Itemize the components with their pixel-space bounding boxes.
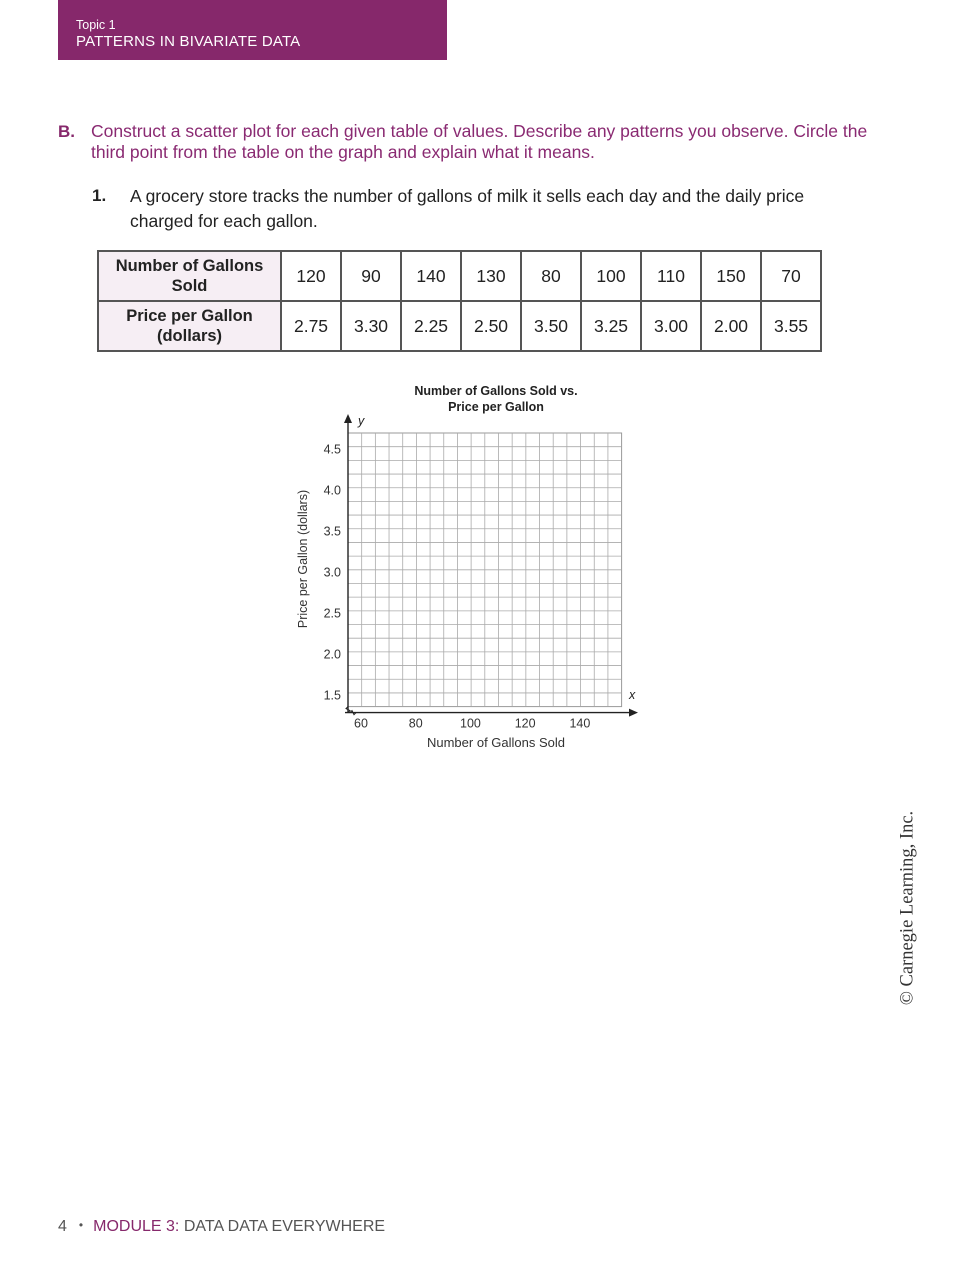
module-label: MODULE 3: [93, 1218, 180, 1235]
copyright-text: © Carnegie Learning, Inc. [897, 810, 918, 1006]
y-tick-label: 4.5 [323, 442, 341, 457]
x-axis-letter: x [629, 688, 636, 702]
table-row-price [98, 301, 821, 351]
y-axis-label: Price per Gallon (dollars) [296, 489, 310, 629]
x-axis-arrow [629, 709, 638, 717]
chart-title-line-1: Number of Gallons Sold vs. [414, 384, 578, 398]
x-tick-label: 100 [460, 716, 481, 731]
x-tick-label: 80 [408, 716, 423, 731]
table-cell: 80 [521, 251, 581, 301]
table-cell: 100 [581, 251, 641, 301]
table-cell: 3.50 [521, 301, 581, 351]
x-tick-label: 120 [514, 716, 536, 731]
table-cell: 90 [341, 251, 401, 301]
module-title: DATA DATA EVERYWHERE [183, 1218, 386, 1235]
table-cell: 3.55 [761, 301, 821, 351]
scatter-plot-grid[interactable] [270, 372, 650, 762]
topic-banner [58, 0, 447, 60]
y-tick-label: 4.0 [323, 483, 341, 498]
table-cell: 2.50 [461, 301, 521, 351]
table-cell: 2.00 [701, 301, 761, 351]
table-cell: 2.25 [401, 301, 461, 351]
table-cell: 120 [281, 251, 341, 301]
section-letter: B. [58, 122, 75, 141]
x-axis-label: Number of Gallons Sold [426, 735, 566, 750]
topic-title: PATTERNS IN BIVARIATE DATA [76, 33, 301, 50]
row-header-gallons: Number of Gallons Sold [98, 251, 281, 301]
section-instructions: Construct a scatter plot for each given table of values. Describe any patterns you observe. Circle the third point from the table on the graph and explain what it means. [91, 121, 868, 162]
y-tick-label: 1.5 [323, 688, 341, 703]
chart-grid [348, 433, 622, 707]
table-cell: 150 [701, 251, 761, 301]
y-tick-label: 3.5 [323, 524, 341, 539]
table-cell: 70 [761, 251, 821, 301]
table-cell: 3.00 [641, 301, 701, 351]
y-axis-letter: y [358, 414, 365, 428]
x-tick-label: 140 [569, 716, 591, 731]
data-table [97, 250, 822, 352]
y-tick-label: 3.0 [323, 565, 341, 580]
x-tick-label: 60 [354, 716, 368, 731]
problem-number: 1. [92, 186, 107, 205]
table-cell: 140 [401, 251, 461, 301]
topic-label: Topic 1 [76, 18, 116, 32]
table-cell: 3.25 [581, 301, 641, 351]
footer-separator: • [78, 1218, 84, 1232]
y-tick-label: 2.0 [323, 647, 341, 662]
page-footer [58, 1218, 385, 1236]
problem-text: A grocery store tracks the number of gallons of milk it sells each day and the daily price charged for each gallon. [130, 186, 805, 231]
table-cell: 110 [641, 251, 701, 301]
table-cell: 130 [461, 251, 521, 301]
row-header-price: Price per Gallon (dollars) [98, 301, 281, 351]
page-number: 4 [58, 1218, 67, 1235]
table-cell: 2.75 [281, 301, 341, 351]
y-tick-label: 2.5 [323, 606, 341, 621]
table-row-gallons [98, 251, 821, 301]
y-axis-arrow [344, 414, 352, 423]
table-cell: 3.30 [341, 301, 401, 351]
chart-title-line-2: Price per Gallon [448, 400, 544, 414]
